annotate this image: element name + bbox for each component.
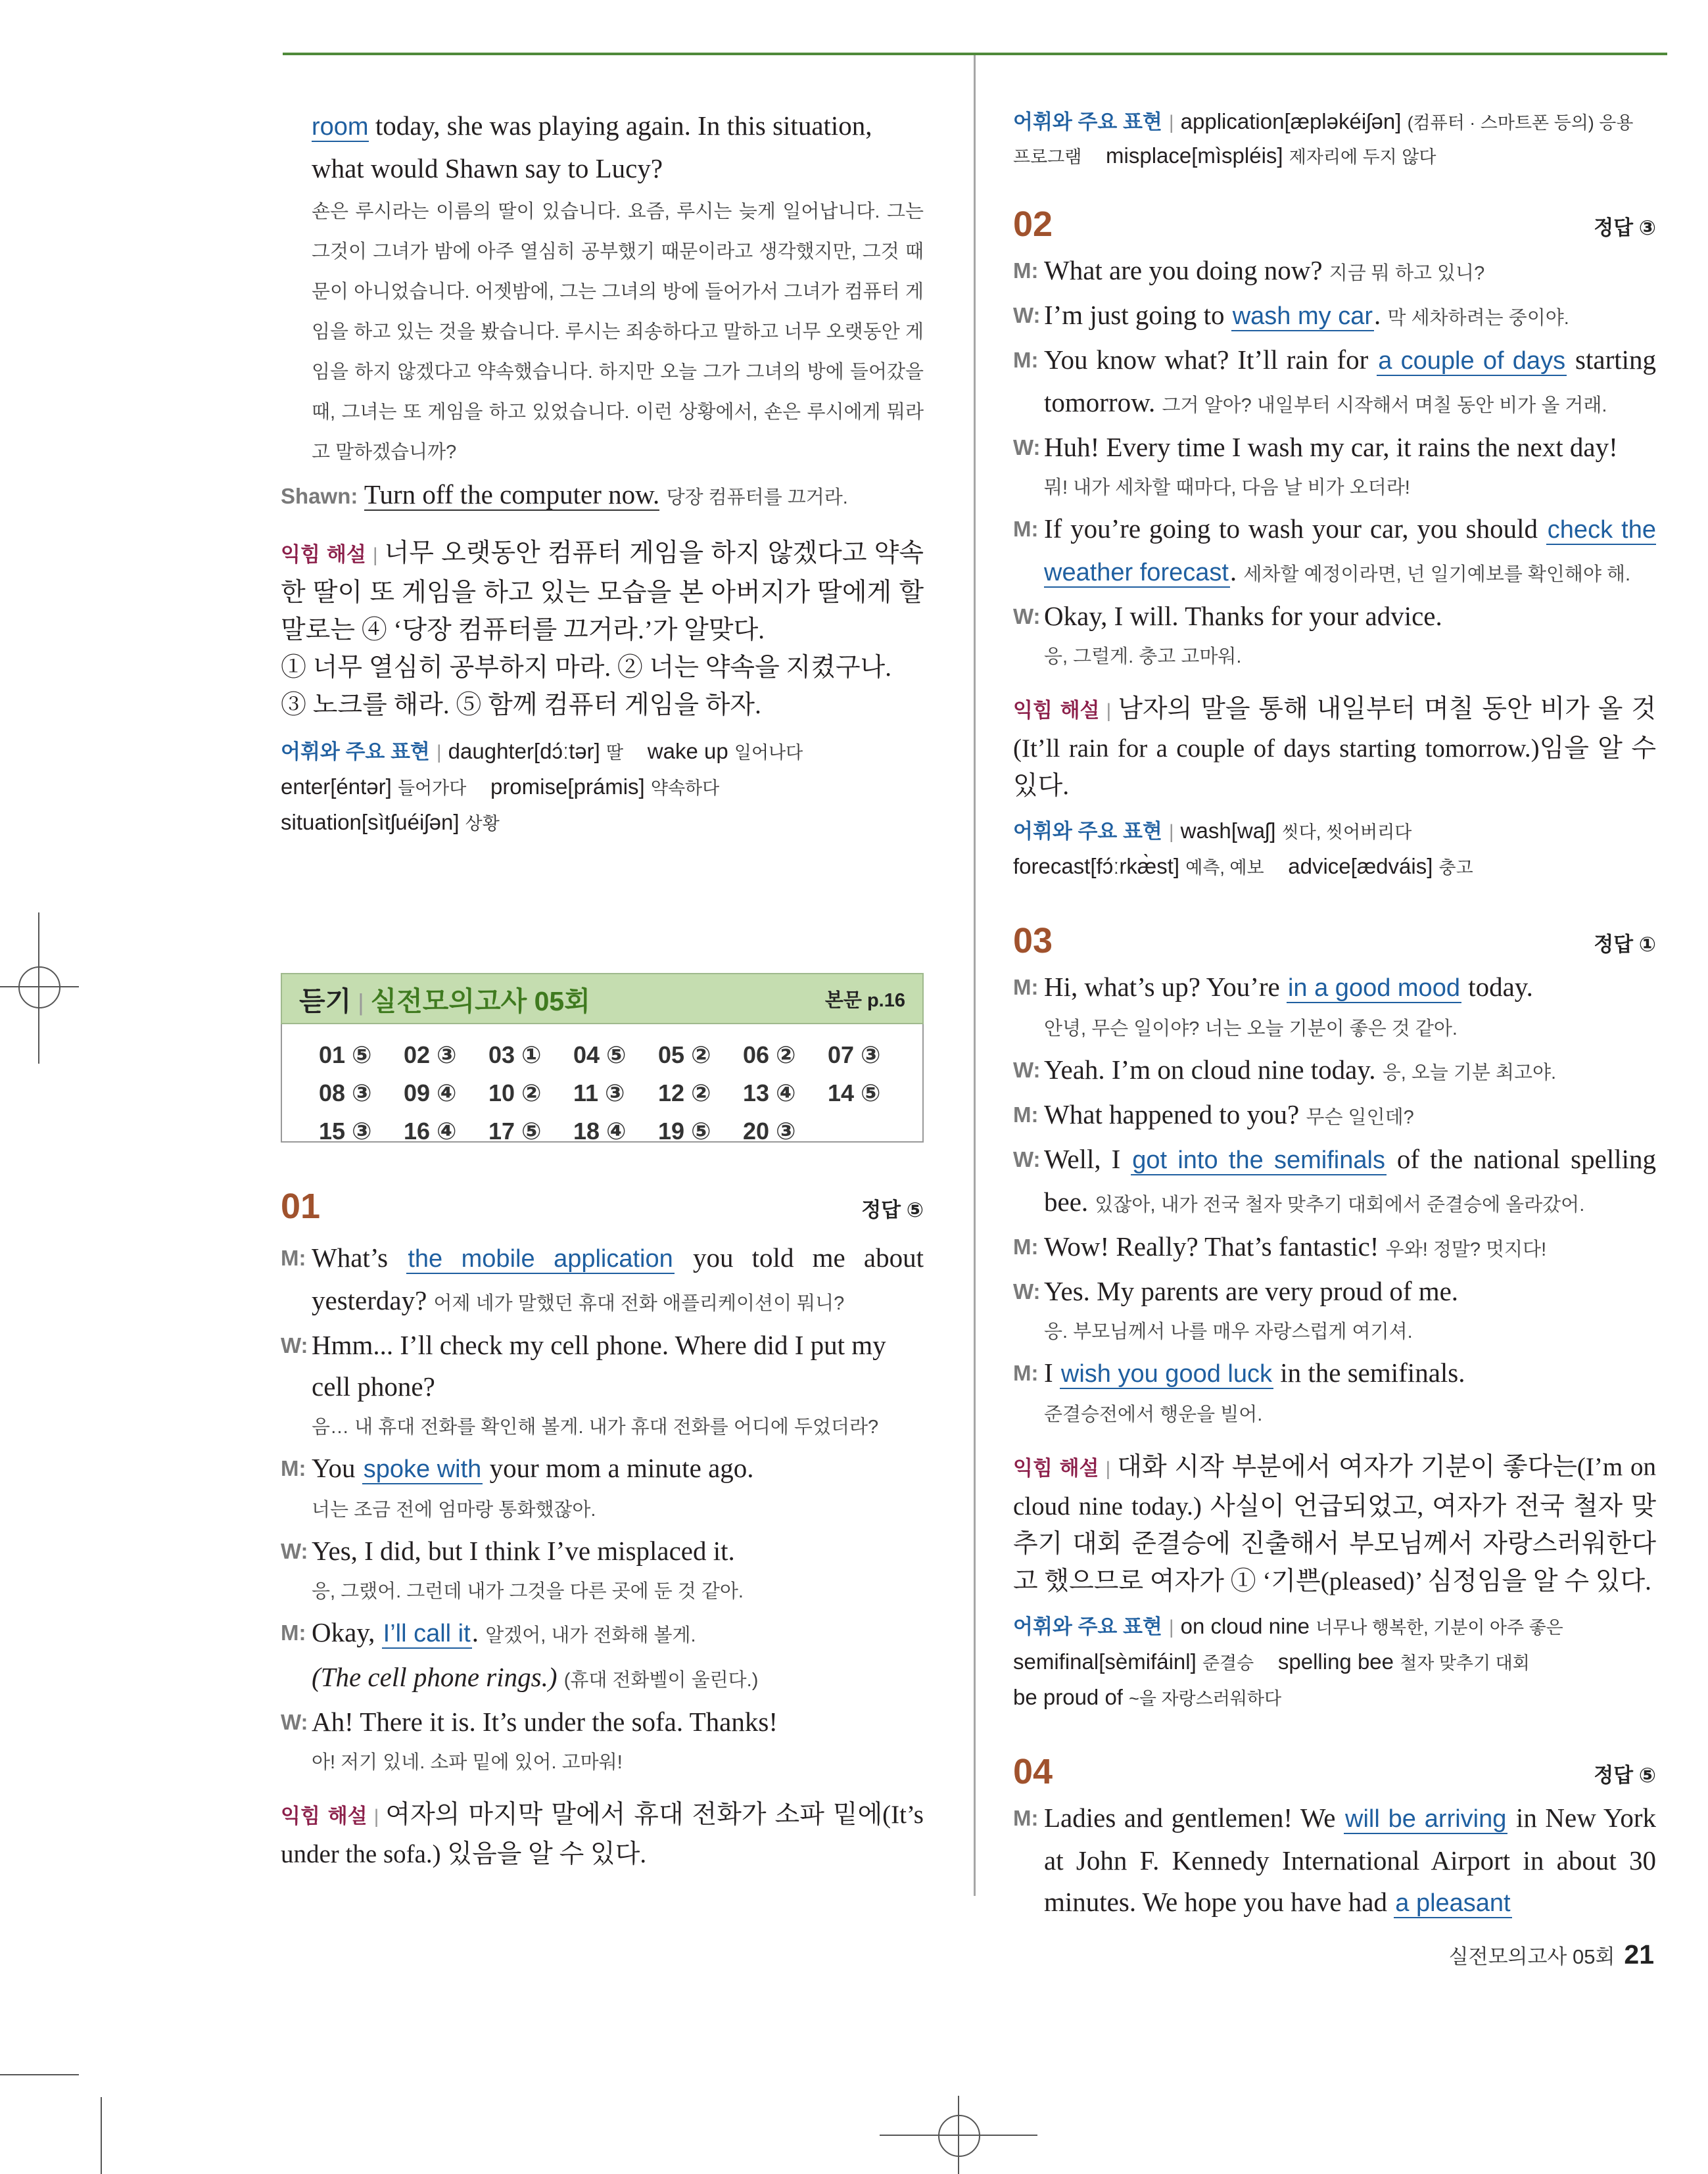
question-01 xyxy=(281,1183,924,1873)
answer-cell: 13 ④ xyxy=(743,1079,796,1106)
question-number: 01 xyxy=(281,1187,321,1226)
page-footer xyxy=(1449,1939,1654,1970)
question-number: 04 xyxy=(1013,1752,1053,1791)
q02-explanation: 익힘 해설 | 남자의 말을 통해 내일부터 며칠 동안 비가 올 것(It’ll rain for a couple of days starting tomorrow.)임을 알 수 있다. xyxy=(1013,695,1656,800)
answer-cell: 15 ③ xyxy=(319,1118,372,1145)
q03-explanation: 익힘 해설 | 대화 시작 부분에서 여자가 기분이 좋다는(I’m on cloud nine today.) 사실이 언급되었고, 여자가 전국 철자 맞추기 대회 준결승에 진출해서 부모님께서 자랑스러워한다고 했으므로 여자가 ① ‘기쁜(pleased)’ 심정임을 알 수 있다. xyxy=(1013,1453,1656,1595)
dialogue-line: W: I’m just going to wash my car. 막 세차하려는 중이야. xyxy=(1013,300,1569,330)
answer-cell: 08 ③ xyxy=(319,1079,372,1106)
dialogue-line: M: You know what? It’ll rain for a couple of days starting tomorrow. 그거 알아? 내일부터 시작해서 며칠 동안 비가 올 거래. xyxy=(1013,344,1657,417)
answer-key-grid xyxy=(281,1024,924,1143)
dialogue-line: W: Yeah. I’m on cloud nine today. 응, 오늘 기분 최고야. xyxy=(1013,1054,1557,1085)
blank-answer: room xyxy=(312,113,369,141)
crop-mark-bl-h xyxy=(0,2074,79,2075)
answer-label: 정답 ③ xyxy=(1594,216,1656,239)
question-02 xyxy=(1013,201,1656,885)
dialogue-line: (The cell phone rings.) (휴대 전화벨이 울린다.) xyxy=(312,1662,759,1692)
dialogue-line: W: Well, I got into the semifinals of the national spelling bee. 있잖아, 내가 전국 철자 맞추기 대회에서 준결승에 올라갔어. xyxy=(1013,1144,1656,1217)
dialogue-line: M: You spoke with your mom a minute ago. 너는 조금 전에 엄마랑 통화했잖아. xyxy=(281,1453,754,1521)
dialogue-line: M: What are you doing now? 지금 뭐 하고 있니? xyxy=(1013,255,1485,285)
dialogue-line: W: Huh! Every time I wash my car, it rains the next day! 뭐! 내가 세차할 때마다, 다음 날 비가 오더라! xyxy=(1013,432,1618,498)
dialogue-line: W: Ah! There it is. It’s under the sofa. Thanks! 아! 저기 있네. 소파 밑에 있어. 고마워! xyxy=(281,1707,778,1773)
dialogue-line: W: Hmm... I’ll check my cell phone. Where did I put my cell phone? 음… 내 휴대 전화를 확인해 볼게. 내가 휴대 전화를 어디에 두었더라? xyxy=(281,1330,886,1438)
answer-cell: 09 ④ xyxy=(404,1079,457,1106)
reg-mark-left-circle xyxy=(18,966,60,1008)
left-column xyxy=(281,105,924,841)
answer-cell: 18 ④ xyxy=(573,1118,627,1145)
question-04 xyxy=(1013,1749,1656,1924)
answer-label: 정답 ① xyxy=(1594,933,1656,956)
dialogue-line: M: Ladies and gentlemen! We will be arriving in New York at John F. Kennedy International Airport in about 30 minutes. We hope you have had a pleasant xyxy=(1013,1803,1657,1917)
intro-english: room today, she was playing again. In this situation, what would Shawn say to Lucy? xyxy=(312,110,872,183)
answer-cell: 06 ② xyxy=(743,1041,796,1068)
left-vocab: 어휘와 주요 표현 | daughter[dɔ́ːtər] 딸 wake up 일어나다 enter[éntər] 들어가다 promise[prámis] 약속하다 situation[sìtʃuéiʃən] 상황 xyxy=(281,739,803,834)
footer-title: 실전모의고사 05회 xyxy=(1448,1945,1615,1968)
shawn-line: Shawn: Turn off the computer now. 당장 컴퓨터를 끄거라. xyxy=(281,479,848,509)
answer-cell: 11 ③ xyxy=(573,1079,625,1106)
answer-cell: 16 ④ xyxy=(404,1118,457,1145)
question-03 xyxy=(1013,918,1656,1716)
question-number: 03 xyxy=(1013,921,1053,960)
answer-cell: 03 ① xyxy=(488,1041,542,1068)
q01-vocab: 어휘와 주요 표현 | application[æpləkéiʃən] (컴퓨터 · 스마트폰 등의) 응용 프로그램 misplace[mìspléis] 제자리에 두지 않다 xyxy=(1013,109,1634,168)
answer-cell: 20 ③ xyxy=(743,1118,796,1145)
answer-cell: 10 ② xyxy=(488,1079,542,1106)
intro-korean: 숀은 루시라는 이름의 딸이 있습니다. 요즘, 루시는 늦게 일어납니다. 그는 그것이 그녀가 밤에 아주 열심히 공부했기 때문이라고 생각했지만, 그것 때문이 아니었습니다. 어젯밤에, 그는 그녀의 방에 들어가서 그녀가 컴퓨터 게임을 하고 있는 것을 봤습니다. 루시는 죄송하다고 말하고 너무 오랫동안 게임을 하지 않겠다고 약속했습니다. 하지만 오늘 그가 그녀의 방에 들어갔을 때, 그녀는 또 게임을 하고 있었습니다. 이런 상황에서, 숀은 루시에게 뭐라고 말하겠습니까? xyxy=(312,201,924,463)
dialogue-line: M: If you’re going to wash your car, you should check the weather forecast. 세차할 예정이라면, 넌 일기예보를 확인해야 해. xyxy=(1013,513,1657,586)
answer-cell: 04 ⑤ xyxy=(573,1041,627,1068)
dialogue-line: M: Wow! Really? That’s fantastic! 우와! 정말? 멋지다! xyxy=(1013,1231,1547,1262)
answer-cell: 02 ③ xyxy=(404,1041,457,1068)
dialogue-line: M: I wish you good luck in the semifinals. 준결승전에서 행운을 빌어. xyxy=(1013,1358,1465,1425)
page-reference: 본문 p.16 xyxy=(824,989,905,1011)
column-divider xyxy=(974,55,976,1896)
q-intro xyxy=(281,105,924,473)
answer-cell: 17 ⑤ xyxy=(488,1118,542,1145)
answer-cell: 05 ② xyxy=(658,1041,711,1068)
dialogue-line: W: Yes. My parents are very proud of me. 응. 부모님께서 나를 매우 자랑스럽게 여기셔. xyxy=(1013,1276,1459,1342)
answer-key-header: 듣기 | 실전모의고사 05회 본문 p.16 xyxy=(281,973,924,1024)
answer-cell: 12 ② xyxy=(658,1079,711,1106)
dialogue-line: M: Okay, I’ll call it. 알겠어, 내가 전화해 볼게. xyxy=(281,1617,696,1647)
q02-vocab: 어휘와 주요 표현 | wash[waʃ] 씻다, 씻어버리다 forecast[fɔ́ːrkæ̀st] 예측, 예보 advice[ædváis] 충고 xyxy=(1013,818,1473,878)
answer-label: 정답 ⑤ xyxy=(1594,1764,1656,1787)
dialogue-line: M: What happened to you? 무슨 일인데? xyxy=(1013,1099,1414,1129)
right-column xyxy=(1013,105,1656,1924)
left-explanation: 익힘 해설 | 너무 오랫동안 컴퓨터 게임을 하지 않겠다고 약속한 딸이 또 게임을 하고 있는 모습을 본 아버지가 딸에게 할 말로는 ④ ‘당장 컴퓨터를 끄거라.’가 알맞다. ① 너무 열심히 공부하지 마라. ② 너는 약속을 지켰구나. ③ 노크를 해라. ⑤ 함께 컴퓨터 게임을 하자. xyxy=(281,539,924,719)
answer-key-box xyxy=(281,973,924,1143)
dialogue-line: W: Okay, I will. Thanks for your advice. 응, 그럴게. 충고 고마워. xyxy=(1013,601,1442,667)
crop-mark-bl-v xyxy=(101,2097,102,2174)
q01-explanation: 익힘 해설 | 여자의 마지막 말에서 휴대 전화가 소파 밑에(It’s under the sofa.) 있음을 알 수 있다. xyxy=(281,1801,924,1868)
page-number: 21 xyxy=(1624,1939,1654,1970)
reg-mark-bottom-circle xyxy=(938,2115,980,2157)
answer-cell: 07 ③ xyxy=(828,1041,881,1068)
q03-vocab: 어휘와 주요 표현 | on cloud nine 너무나 행복한, 기분이 아주 좋은 semifinal[sèmifáinl] 준결승 spelling bee 철자 맞추기 대회 be proud of ~을 자랑스러워하다 xyxy=(1013,1614,1563,1709)
answer-cell: 14 ⑤ xyxy=(828,1079,881,1106)
answer-cell: 19 ⑤ xyxy=(658,1118,711,1145)
dialogue-line: W: Yes, I did, but I think I’ve misplaced it. 응, 그랬어. 그런데 내가 그것을 다른 곳에 둔 것 같아. xyxy=(281,1536,744,1602)
answer-label: 정답 ⑤ xyxy=(861,1198,924,1221)
question-number: 02 xyxy=(1013,204,1053,244)
dialogue-line: M: Hi, what’s up? You’re in a good mood today. 안녕, 무슨 일이야? 너는 오늘 기분이 좋은 것 같아. xyxy=(1013,972,1533,1039)
dialogue-line: M: What’s the mobile application you told me about yesterday? 어제 네가 말했던 휴대 전화 애플리케이션이 뭐니? xyxy=(281,1242,924,1315)
answer-cell: 01 ⑤ xyxy=(319,1041,372,1068)
